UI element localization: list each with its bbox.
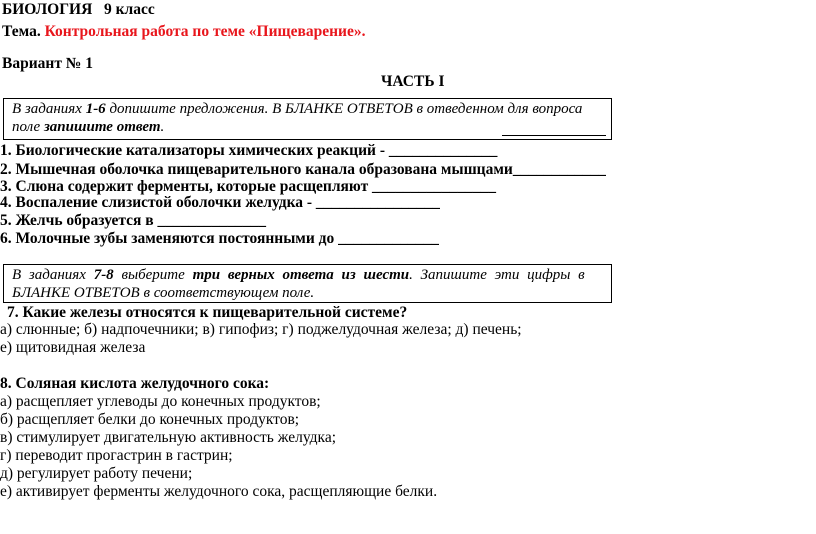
question-3: 3. Слюна содержит ферменты, которые расщепляют ________________: [0, 178, 497, 195]
topic-line: [2, 23, 366, 41]
instruction-2-emphasis: три верных ответа из шести: [192, 267, 410, 283]
question-7-title: 7. Какие железы относятся к пищеварительной системе?: [7, 304, 408, 321]
question-8-option-a: а) расщепляет углеводы до конечных продуктов;: [0, 393, 321, 410]
instruction-1-emphasis: запишите ответ: [43, 119, 161, 135]
blank-line-decor: [502, 135, 606, 136]
question-7-options-line-1: а) слюнные; б) надпочечники; в) гипофиз; г) поджелудочная железа; д) печень;: [0, 321, 522, 338]
question-8-title: 8. Соляная кислота желудочного сока:: [0, 375, 270, 392]
question-6: 6. Молочные зубы заменяются постоянными до _____________: [0, 230, 439, 247]
question-8-option-b: б) расщепляет белки до конечных продуктов;: [0, 411, 300, 428]
instruction-1-line-b: поле запишите ответ.: [12, 119, 165, 135]
task-range-2: 7-8: [93, 267, 114, 283]
task-range-1: 1-6: [85, 101, 106, 117]
topic-title: Контрольная работа по теме «Пищеварение».: [44, 23, 366, 40]
question-8-option-e: д) регулирует работу печени;: [0, 465, 193, 482]
instruction-1-line-a: В заданиях 1-6 допишите предложения. В БЛАНКЕ ОТВЕТОВ в отведенном для вопроса: [12, 101, 583, 117]
instruction-box-1: [3, 98, 612, 140]
topic-label: Тема.: [2, 23, 41, 40]
question-8-option-c: в) стимулирует двигательную активность желудка;: [0, 429, 337, 446]
question-4: 4. Воспаление слизистой оболочки желудка - ________________: [0, 194, 440, 211]
instruction-2-line-b: БЛАНКЕ ОТВЕТОВ в соответствующем поле.: [12, 285, 315, 301]
grade: 9 класс: [103, 1, 155, 18]
subject: БИОЛОГИЯ: [2, 1, 93, 18]
header-subject-line: [2, 1, 155, 19]
instruction-box-2: [3, 264, 612, 303]
instruction-2-line-a: В заданиях 7-8 выберите три верных ответа из шести. Запишите эти цифры в: [12, 267, 585, 283]
part-label: ЧАСТЬ I: [381, 73, 445, 90]
question-8-option-f: е) активирует ферменты желудочного сока, расщепляющие белки.: [0, 483, 438, 500]
question-5: 5. Желчь образуется в ______________: [0, 212, 267, 229]
question-1: 1. Биологические катализаторы химических реакций - ______________: [0, 142, 498, 159]
question-2: 2. Мышечная оболочка пищеварительного канала образована мышцами____________: [0, 161, 606, 178]
question-8-option-d: г) переводит прогастрин в гастрин;: [0, 447, 233, 464]
variant-label: Вариант № 1: [2, 55, 94, 72]
question-7-options-line-2: е) щитовидная железа: [0, 339, 146, 356]
